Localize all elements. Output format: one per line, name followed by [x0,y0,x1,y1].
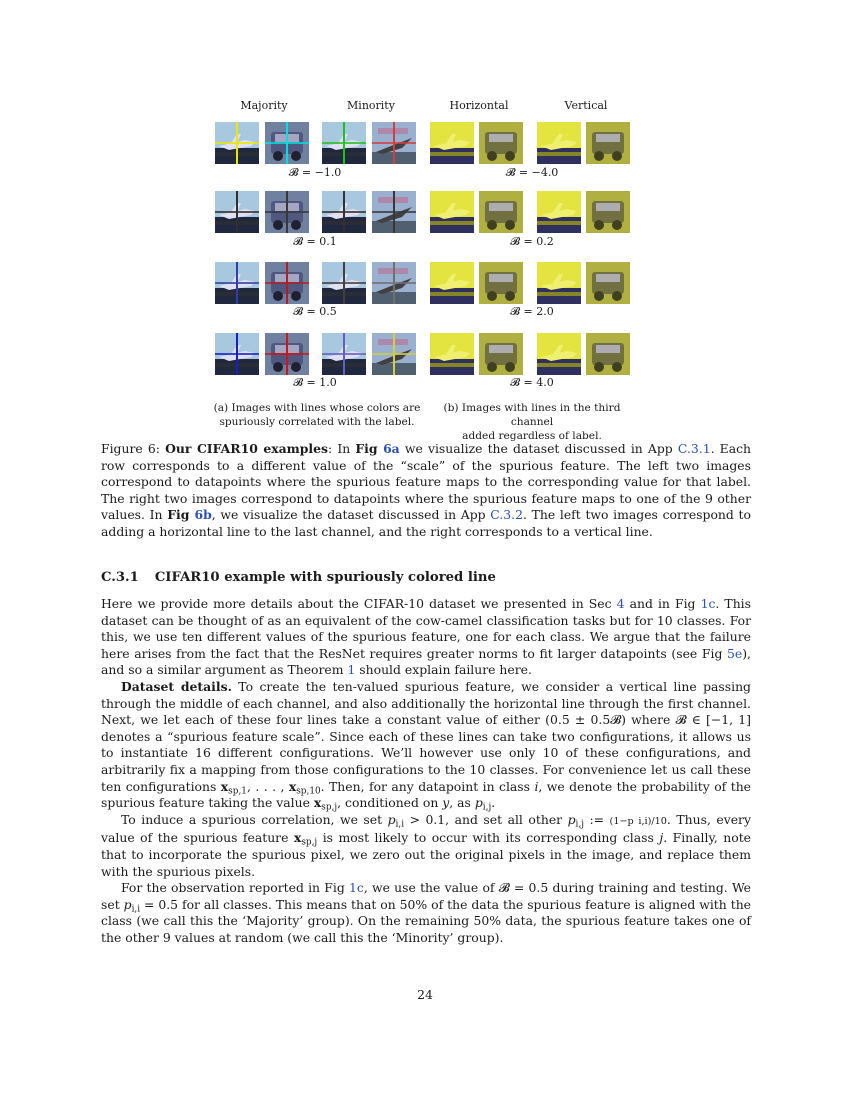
figure-thumbnail [430,333,474,375]
fig-5e-link[interactable]: 5e [727,645,743,661]
section-heading: C.3.1 CIFAR10 example with spuriously colored line [101,570,496,585]
scale-label-left-4: 𝓑 = 1.0 [293,376,337,389]
figure-thumbnail [215,262,259,304]
figure-thumbnail [215,122,259,164]
figure-thumbnail [372,191,416,233]
figure-thumbnail [586,191,630,233]
figure-thumbnail [430,122,474,164]
figure-thumbnail [479,333,523,375]
app-c31-link[interactable]: C.3.1 [677,441,711,456]
fig-6b-link[interactable]: 6b [194,507,212,523]
paragraph-3: To induce a spurious correlation, we set $p_{i,i} > 0.1$, and set all other $p_{i,j}$ := (1−p i,i)/10. Thus, every value of the spurious feature $x_{sp,j}$ is most likely to occur with its corresponding class j. Finally, note that to incorporate the spurious pixel, we zero out the original pixels in the image, and replace them with the spurious pixels. [101,811,752,879]
figure-thumbnail [372,122,416,164]
col-header-vertical: Vertical [564,99,608,112]
scale-label-left-2: 𝓑 = 0.1 [293,235,337,248]
figure-thumbnail [265,333,309,375]
figure-thumbnail [265,191,309,233]
figure-thumbnail [479,262,523,304]
col-header-minority: Minority [347,99,395,112]
figure-thumbnail [479,191,523,233]
figure-thumbnail [265,262,309,304]
figure-thumbnail [322,262,366,304]
figure-thumbnail [372,333,416,375]
theorem-1-link[interactable]: 1 [347,662,356,678]
scale-label-left-3: 𝓑 = 0.5 [293,305,337,318]
paragraph-2: Dataset details. To create the ten-valued spurious feature, we consider a vertical line passing through the middle of each channel, and also additionally the horizontal line through the first channel. Next, we let each of these four lines take a constant value of either (0.5 ± 0.5𝓑) where 𝓑 ∈ [−1, 1] denotes a “spurious feature scale”. Since each of these lines can take two configurations, it allows us to instantiate 16 different configurations. We’ll however use only 10 of these configurations, and arbitrarily fix a mapping from those configurations to the 10 classes. For convenience let us call these ten configurations $x_{sp,1}$, . . . , $x_{sp,10}$. Then, for any datapoint in class i, we denote the probability of the spurious feature taking the value $x_{sp,j}$, conditioned on y, as $p_{i,j}$. [101,678,752,813]
figure-thumbnail [537,333,581,375]
figure-thumbnail [537,191,581,233]
figure-thumbnail [430,191,474,233]
subcaption-a: (a) Images with lines whose colors are spuriously correlated with the label. [213,402,421,428]
scale-label-right-2: 𝓑 = 0.2 [510,235,554,248]
figure-thumbnail [586,333,630,375]
fig-1c-link[interactable]: 1c [700,596,716,611]
figure-thumbnail [215,333,259,375]
figure-thumbnail [479,122,523,164]
scale-label-right-1: 𝓑 = −4.0 [505,166,559,179]
figure-thumbnail [215,191,259,233]
fig-6a-link[interactable]: 6a [383,441,400,456]
col-header-horizontal: Horizontal [449,99,509,112]
app-c32-link[interactable]: C.3.2 [490,507,523,523]
sec-4-link[interactable]: 4 [616,596,625,611]
scale-label-right-3: 𝓑 = 2.0 [510,305,554,318]
figure-thumbnail [586,122,630,164]
figure-thumbnail [430,262,474,304]
figure-caption: Figure 6: Our CIFAR10 examples: In Fig 6a we visualize the dataset discussed in App C.3.1. Each row corresponds to a different value of the “scale” of the spurious feature. The left two images correspond to datapoints where the spurious feature maps to the corresponding value for that label. The right two images correspond to datapoints where the spurious feature maps to one of the 9 other values. In Fig 6b, we visualize the dataset discussed in App C.3.2. The left two images correspond to adding a horizontal line to the last channel, and the right corresponds to a vertical line. [101,441,752,539]
col-header-majority: Majority [240,99,288,112]
scale-label-left-1: 𝓑 = −1.0 [288,166,342,179]
figure-thumbnail [537,262,581,304]
scale-label-right-4: 𝓑 = 4.0 [510,376,554,389]
figure-thumbnail [586,262,630,304]
fig-1c-link-2[interactable]: 1c [349,880,364,896]
subcaption-b: (b) Images with lines in the third channel added regardless of label. [443,402,621,442]
figure-thumbnail [322,333,366,375]
body-paragraphs [101,596,751,946]
paragraph-1: Here we provide more details about the CIFAR-10 dataset we presented in Sec 4 and in Fig 1c. This dataset can be thought of as an equivalent of the cow-camel classification tasks but for 10 classes. For this, we use ten different values of the spurious feature, one for each class. We argue that the failure here arises from the fact that the ResNet requires greater norms to fit larger datapoints (see Fig 5e), and so a similar argument as Theorem 1 should explain failure here. [101,596,751,678]
figure-thumbnail [322,191,366,233]
paragraph-4: For the observation reported in Fig 1c, we use the value of 𝓑 = 0.5 during training and testing. We set $p_{i,i} = 0.5$ for all classes. This means that on 50% of the data the spurious feature is aligned with the class (we call this the ‘Majority’ group). On the remaining 50% data, the spurious feature takes one of the other 9 values at random (we call this the ‘Minority’ group). [101,880,752,945]
figure-thumbnail [537,122,581,164]
figure-thumbnail [265,122,309,164]
page-number: 24 [417,987,433,1002]
figure-thumbnail [372,262,416,304]
figure-thumbnail [322,122,366,164]
